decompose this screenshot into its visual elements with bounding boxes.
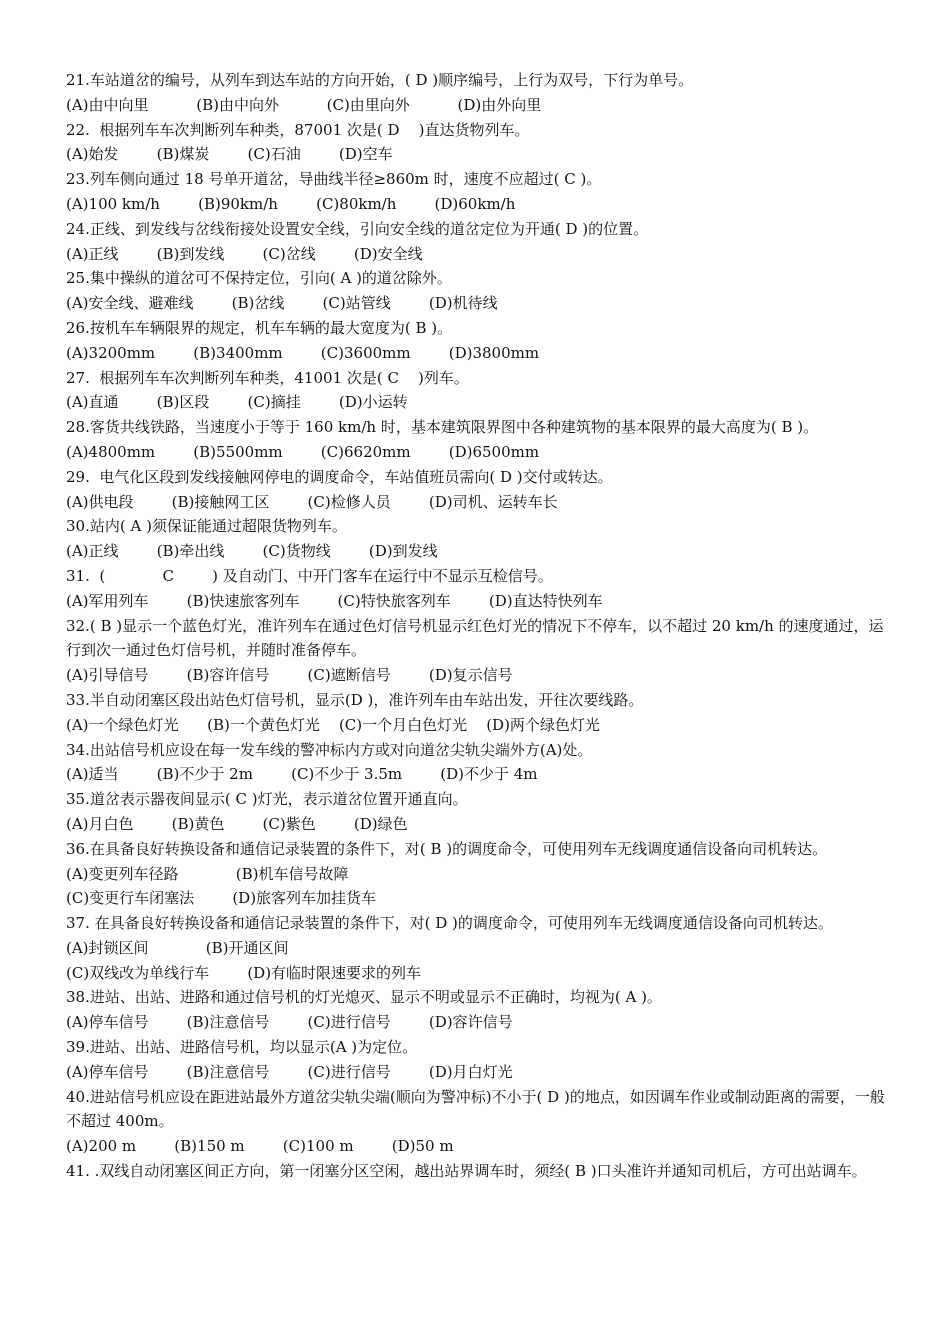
options-40: (A)200 m (B)150 m (C)100 m (D)50 m — [66, 1137, 454, 1156]
question-24: 24.正线、到发线与岔线衔接处设置安全线，引向安全线的道岔定位为开通( D )的位置。 — [66, 219, 649, 238]
question-38: 38.进站、出站、进路和通过信号机的灯光熄灭、显示不明或显示不正确时，均视为( A )。 — [66, 988, 662, 1007]
question-21: 21.车站道岔的编号，从列车到达车站的方向开始，( D )顺序编号，上行为双号，下行为单号。 — [66, 71, 694, 89]
question-41: 41. .双线自动闭塞区间正方向，第一闭塞分区空闲，越出站界调车时，须经( B )口头准许并通知司机后，方可出站调车。 — [66, 1162, 867, 1181]
options-22: (A)始发 (B)煤炭 (C)石油 (D)空车 — [66, 145, 393, 164]
question-32: 32.( B )显示一个蓝色灯光，准许列车在通过色灯信号机显示红色灯光的情况下不停车，以不超过 20 km/h 的速度通过，运行到次一通过色灯信号机，并随时准备停车。 — [66, 616, 884, 660]
question-28: 28.客货共线铁路，当速度小于等于 160 km/h 时，基本建筑限界图中各种建筑物的基本限界的最大高度为( B )。 — [66, 418, 819, 437]
question-26: 26.按机车车辆限界的规定，机车车辆的最大宽度为( B )。 — [66, 318, 453, 337]
options-30: (A)正线 (B)牵出线 (C)货物线 (D)到发线 — [66, 542, 438, 561]
question-31: 31. ( C ) 及自动门、中开门客车在运行中不显示互检信号。 — [66, 566, 553, 585]
question-22: 22. 根据列车车次判断列车种类，87001 次是( D )直达货物列车。 — [66, 120, 530, 139]
options-26: (A)3200mm (B)3400mm (C)3600mm (D)3800mm — [66, 343, 540, 362]
options-27: (A)直通 (B)区段 (C)摘挂 (D)小运转 — [66, 393, 408, 412]
question-23: 23.列车侧向通过 18 号单开道岔，导曲线半径≥860m 时，速度不应超过( C )。 — [66, 170, 602, 189]
options-24: (A)正线 (B)到发线 (C)岔线 (D)安全线 — [66, 244, 423, 263]
options-37-ab: (A)封锁区间 (B)开通区间 — [66, 938, 289, 957]
question-36: 36.在具备良好转换设备和通信记录装置的条件下，对( B )的调度命令，可使用列车无线调度通信设备向司机转达。 — [66, 839, 828, 858]
options-34: (A)适当 (B)不少于 2m (C)不少于 3.5m (D)不少于 4m — [66, 765, 538, 784]
options-36-cd: (C)变更行车闭塞法 (D)旅客列车加挂货车 — [66, 889, 377, 908]
question-27: 27. 根据列车车次判断列车种类，41001 次是( C )列车。 — [66, 368, 469, 387]
options-25: (A)安全线、避难线 (B)岔线 (C)站管线 (D)机待线 — [66, 294, 498, 313]
options-38: (A)停车信号 (B)注意信号 (C)进行信号 (D)容许信号 — [66, 1013, 513, 1032]
question-37: 37. 在具备良好转换设备和通信记录装置的条件下，对( D )的调度命令，可使用列车无线调度通信设备向司机转达。 — [66, 914, 833, 933]
question-25: 25.集中操纵的道岔可不保持定位，引向( A )的道岔除外。 — [66, 269, 452, 288]
options-39: (A)停车信号 (B)注意信号 (C)进行信号 (D)月白灯光 — [66, 1062, 513, 1081]
options-21: (A)由中向里 (B)由中向外 (C)由里向外 (D)由外向里 — [66, 95, 542, 114]
options-28: (A)4800mm (B)5500mm (C)6620mm (D)6500mm — [66, 442, 540, 461]
options-37-cd: (C)双线改为单线行车 (D)有临时限速要求的列车 — [66, 963, 422, 982]
question-40: 40.进站信号机应设在距进站最外方道岔尖轨尖端(顺向为警冲标)不小于( D )的地点，如因调车作业或制动距离的需要，一般不超过 400m。 — [66, 1087, 885, 1131]
question-33: 33.半自动闭塞区段出站色灯信号机，显示(D )，准许列车由车站出发，开往次要线路。 — [66, 690, 644, 709]
options-33: (A)一个绿色灯光 (B)一个黄色灯光 (C)一个月白色灯光 (D)两个绿色灯光 — [66, 715, 600, 734]
options-35: (A)月白色 (B)黄色 (C)紫色 (D)绿色 — [66, 814, 408, 833]
document-body — [66, 68, 888, 1184]
options-32: (A)引导信号 (B)容许信号 (C)遮断信号 (D)复示信号 — [66, 666, 513, 685]
options-31: (A)军用列车 (B)快速旅客列车 (C)特快旅客列车 (D)直达特快列车 — [66, 591, 603, 610]
options-29: (A)供电段 (B)接触网工区 (C)检修人员 (D)司机、运转车长 — [66, 492, 558, 511]
question-30: 30.站内( A )须保证能通过超限货物列车。 — [66, 517, 347, 536]
question-34: 34.出站信号机应设在每一发车线的警冲标内方或对向道岔尖轨尖端外方(A)处。 — [66, 740, 593, 759]
question-29: 29. 电气化区段到发线接触网停电的调度命令，车站值班员需向( D )交付或转达。 — [66, 467, 613, 486]
options-23: (A)100 km/h (B)90km/h (C)80km/h (D)60km/h — [66, 194, 516, 213]
options-36-ab: (A)变更列车径路 (B)机车信号故障 — [66, 864, 349, 883]
question-39: 39.进站、出站、进路信号机，均以显示(A )为定位。 — [66, 1038, 418, 1057]
question-35: 35.道岔表示器夜间显示( C )灯光，表示道岔位置开通直向。 — [66, 790, 468, 809]
